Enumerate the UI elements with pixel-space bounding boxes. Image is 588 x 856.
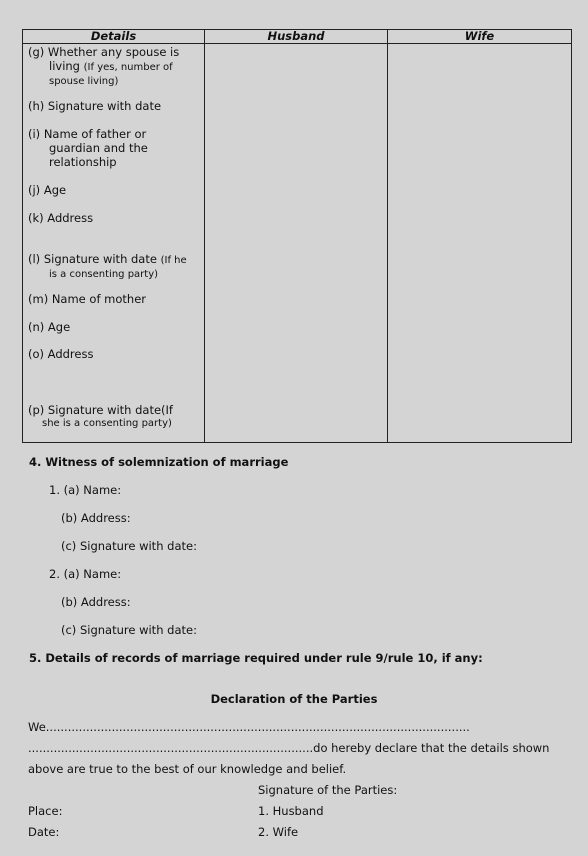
declaration-line-2-text: do hereby declare that the details shown xyxy=(313,741,550,755)
wife-signature-label: 2. Wife xyxy=(258,825,299,839)
declaration-we: We xyxy=(28,720,46,734)
item-o-label: (o) Address xyxy=(28,347,94,361)
witness-heading: 4. Witness of solemnization of marriage xyxy=(29,455,289,469)
item-l-note-cont: is a consenting party) xyxy=(49,269,159,280)
item-g-note: (If yes, number of xyxy=(83,62,173,73)
witness-2-address: (b) Address: xyxy=(61,595,131,609)
signature-heading: Signature of the Parties: xyxy=(258,783,398,797)
item-n-label: (n) Age xyxy=(28,320,71,334)
header-details: Details xyxy=(23,30,205,44)
details-table xyxy=(22,29,572,443)
item-n xyxy=(28,320,200,334)
item-k xyxy=(28,211,200,225)
item-o xyxy=(28,347,200,361)
item-p xyxy=(28,403,200,431)
table-header-row xyxy=(23,30,572,44)
item-l-label: (l) Signature with date xyxy=(28,252,157,266)
witness-2-name: 2. (a) Name: xyxy=(49,567,122,581)
item-l-note: (If he xyxy=(160,255,187,266)
declaration-line-3: above are true to the best of our knowledge and belief. xyxy=(28,762,347,776)
header-husband: Husband xyxy=(205,30,388,44)
header-wife: Wife xyxy=(388,30,572,44)
item-h-label: (h) Signature with date xyxy=(28,99,162,113)
declaration-line-1 xyxy=(28,720,470,734)
declaration-line-2 xyxy=(28,741,549,755)
item-g-cont: living xyxy=(49,59,80,73)
item-i-label: (i) Name of father or xyxy=(28,127,147,141)
husband-cell[interactable] xyxy=(205,44,388,443)
husband-signature-label: 1. Husband xyxy=(258,804,324,818)
item-g-note-cont: spouse living) xyxy=(49,76,119,87)
item-h xyxy=(28,99,200,113)
item-k-label: (k) Address xyxy=(28,211,94,225)
item-m xyxy=(28,292,200,306)
item-i xyxy=(28,127,200,169)
date-label: Date: xyxy=(28,825,60,839)
item-j xyxy=(28,183,200,197)
witness-2-signature: (c) Signature with date: xyxy=(61,623,197,637)
witness-1-name: 1. (a) Name: xyxy=(49,483,122,497)
item-i-cont-1: guardian and the xyxy=(49,141,148,155)
item-g xyxy=(28,45,200,89)
records-heading: 5. Details of records of marriage required under rule 9/rule 10, if any: xyxy=(29,651,483,665)
witness-1-signature: (c) Signature with date: xyxy=(61,539,197,553)
declaration-line-2-dots: .............................................................................. xyxy=(28,741,314,755)
item-j-label: (j) Age xyxy=(28,183,67,197)
declaration-line-1-dots: .................................................................................................................... xyxy=(45,720,470,734)
item-i-cont-2: relationship xyxy=(49,155,117,169)
item-p-label: (p) Signature with date(If xyxy=(28,403,173,417)
table-row xyxy=(23,44,572,443)
item-p-note-cont: she is a consenting party) xyxy=(42,418,172,429)
item-g-label: (g) Whether any spouse is xyxy=(28,45,180,59)
witness-1-address: (b) Address: xyxy=(61,511,131,525)
declaration-title: Declaration of the Parties xyxy=(210,692,378,706)
place-label: Place: xyxy=(28,804,63,818)
wife-cell[interactable] xyxy=(388,44,572,443)
item-l xyxy=(28,252,200,282)
item-m-label: (m) Name of mother xyxy=(28,292,146,306)
details-cell xyxy=(23,44,205,443)
